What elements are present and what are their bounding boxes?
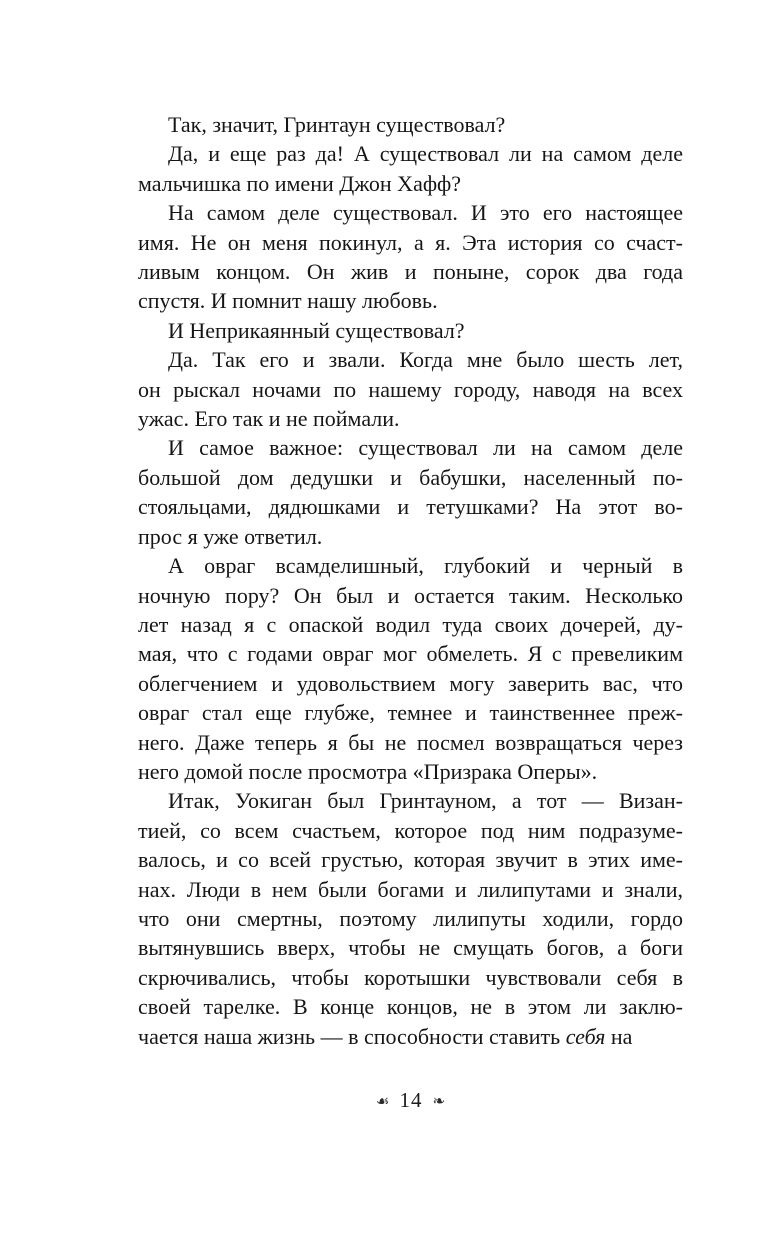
text-line: стояльцами, дядюшками и тетушками? На этот во- xyxy=(138,494,683,520)
text-line: мальчишка по имени Джон Хафф? xyxy=(138,170,461,196)
text-line: И самое важное: существовал ли на самом деле xyxy=(168,435,683,461)
text-line: облегчением и удовольствием могу заверить вас, что xyxy=(138,670,683,696)
fleuron-left-icon: ☙ xyxy=(375,1092,390,1110)
text-line: большой дом дедушки и бабушки, населенный по- xyxy=(138,464,683,490)
text-line: вытянувшись вверх, чтобы не смущать богов, а боги xyxy=(138,935,683,961)
text-line: валось, и со всей грустью, которая звучит в этих име- xyxy=(138,847,683,873)
text-block xyxy=(138,110,683,1051)
text-line: А овраг всамделишный, глубокий и черный в xyxy=(168,553,683,579)
text-line: мая, что с годами овраг мог обмелеть. Я с превеликим xyxy=(138,641,683,667)
text-line: он рыскал ночами по нашему городу, наводя на всех xyxy=(138,376,683,402)
text-line: ночную пору? Он был и остается таким. Несколько xyxy=(138,582,683,608)
text-line: своей тарелке. В конце концов, не в этом ли заклю- xyxy=(138,994,683,1020)
footer-inner xyxy=(376,1088,445,1113)
text-line: прос я уже ответил. xyxy=(138,523,323,549)
text-line: него домой после просмотра «Призрака Оперы». xyxy=(138,758,598,784)
text-line: овраг стал еще глубже, темнее и таинственнее преж- xyxy=(138,700,683,726)
text-line: что они смертны, поэтому лилипуты ходили, гордо xyxy=(138,905,683,931)
text-line: него. Даже теперь я бы не посмел возвращаться через xyxy=(138,729,683,755)
text-line: ужас. Его так и не поймали. xyxy=(138,406,400,432)
text-line: ливым концом. Он жив и поныне, сорок два года xyxy=(138,259,683,285)
page-number: 14 xyxy=(399,1088,423,1112)
text-line: лет назад я с опаской водил туда своих дочерей, ду- xyxy=(138,611,683,637)
text-line: Так, значит, Гринтаун существовал? xyxy=(168,112,506,137)
text-line: И Неприкаянный существовал? xyxy=(168,317,465,343)
text-line: спустя. И помнит нашу любовь. xyxy=(138,288,438,314)
text-line: нах. Люди в нем были богами и лилипутами и знали, xyxy=(138,876,683,902)
text-line: скрючивались, чтобы коротышки чувствовали себя в xyxy=(138,964,683,990)
text-line: Да. Так его и звали. Когда мне было шесть лет, xyxy=(168,347,683,373)
page-footer xyxy=(138,1086,683,1113)
text-line: имя. Не он меня покинул, а я. Эта история со счаст- xyxy=(138,229,683,255)
text-line: тией, со всем счастьем, которое под ним подразуме- xyxy=(138,817,683,843)
text-line: чается наша жизнь — в способности ставить себя на xyxy=(138,1023,633,1049)
text-line: Итак, Уокиган был Гринтауном, а тот — Визан- xyxy=(168,788,683,814)
text-line: На самом деле существовал. И это его настоящее xyxy=(168,200,683,226)
text-line: Да, и еще раз да! А существовал ли на самом деле xyxy=(168,141,683,167)
fleuron-right-icon: ❧ xyxy=(432,1092,446,1110)
